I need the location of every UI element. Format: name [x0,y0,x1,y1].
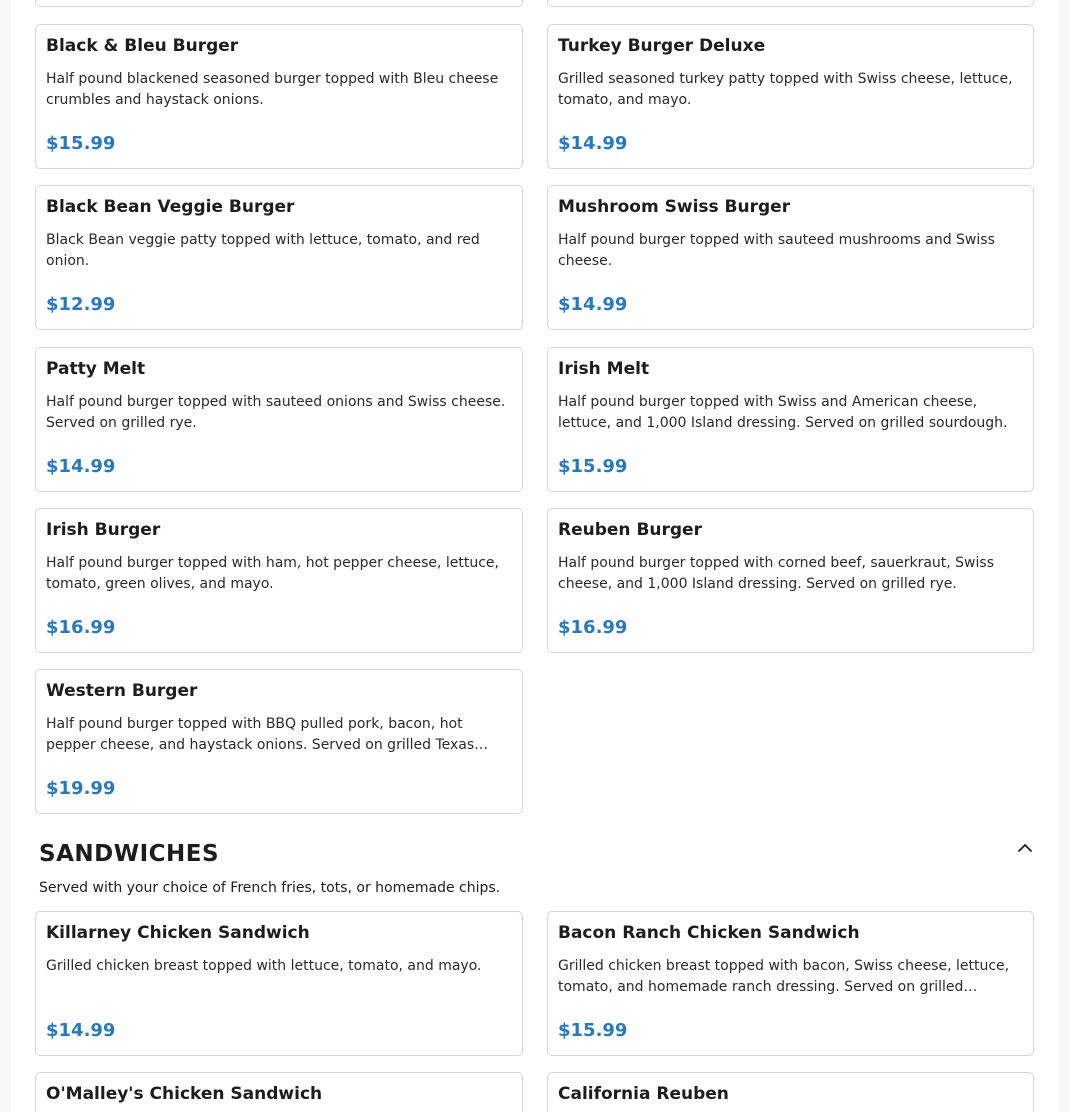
menu-item-name: Bacon Ranch Chicken Sandwich [558,923,860,943]
menu-item-description: Half pound burger topped with Swiss and American cheese, lettuce, and 1,000 Island dressing. Served on grilled sourdough. [558,394,1008,431]
menu-item-card[interactable] [547,0,1034,7]
menu-item-card[interactable] [35,508,523,653]
menu-item-name: Irish Burger [46,520,161,540]
menu-item-name: Black & Bleu Burger [46,36,239,56]
menu-item-name: Turkey Burger Deluxe [558,36,766,56]
menu-item-card[interactable] [35,185,523,330]
menu-item-name: Western Burger [46,681,198,701]
menu-item-card[interactable] [547,911,1034,1056]
menu-item-description: Half pound burger topped with ham, hot pepper cheese, lettuce, tomato, green olives, and mayo. [46,555,499,592]
menu-item-name: Irish Melt [558,359,650,379]
menu-item-card[interactable] [547,1072,1034,1112]
section-collapse-button[interactable] [1013,836,1037,860]
menu-item-description: Half pound burger topped with BBQ pulled pork, bacon, hot pepper cheese, and haystack onions. Served on grilled Texas… [46,716,489,753]
menu-item-name: Reuben Burger [558,520,702,540]
menu-item-price: $12.99 [46,294,116,315]
menu-page [11,0,1059,1112]
menu-item-price: $15.99 [46,133,116,154]
menu-item-price: $15.99 [558,1020,628,1041]
menu-item-name: California Reuben [558,1084,729,1104]
menu-item-card[interactable] [547,185,1034,330]
menu-item-description: Grilled chicken breast topped with bacon, Swiss cheese, lettuce, tomato, and homemade ranch dressing. Served on grilled… [558,958,1010,995]
menu-item-name: O'Malley's Chicken Sandwich [46,1084,323,1104]
menu-item-card[interactable] [35,911,523,1056]
menu-item-price: $14.99 [46,1020,116,1041]
menu-item-name: Killarney Chicken Sandwich [46,923,310,943]
menu-item-description: Half pound blackened seasoned burger topped with Bleu cheese crumbles and haystack onions. [46,71,499,108]
menu-item-price: $15.99 [558,456,628,477]
menu-item-name: Mushroom Swiss Burger [558,197,791,217]
section-subtitle: Served with your choice of French fries, tots, or homemade chips. [39,880,501,896]
menu-item-price: $16.99 [46,617,116,638]
menu-item-description: Grilled chicken breast topped with lettuce, tomato, and mayo. [46,958,482,974]
menu-item-card[interactable] [35,0,523,7]
section-title: SANDWICHES [39,841,220,867]
menu-item-name: Black Bean Veggie Burger [46,197,295,217]
menu-item-price: $16.99 [558,617,628,638]
menu-item-description: Grilled seasoned turkey patty topped with Swiss cheese, lettuce, tomato, and mayo. [558,71,1013,108]
menu-item-price: $14.99 [558,133,628,154]
menu-item-description: Half pound burger topped with sauteed onions and Swiss cheese. Served on grilled rye. [46,394,506,431]
menu-item-card[interactable] [35,347,523,492]
menu-item-card[interactable] [547,24,1034,169]
menu-item-price: $14.99 [558,294,628,315]
menu-item-card[interactable] [35,24,523,169]
menu-item-price: $14.99 [46,456,116,477]
menu-item-card[interactable] [547,347,1034,492]
menu-item-card[interactable] [35,1072,523,1112]
menu-item-name: Patty Melt [46,359,146,379]
menu-item-description: Half pound burger topped with sauteed mushrooms and Swiss cheese. [558,232,995,269]
chevron-up-icon [1017,840,1033,856]
menu-item-description: Half pound burger topped with corned beef, sauerkraut, Swiss cheese, and 1,000 Island dressing. Served on grilled rye. [558,555,994,592]
menu-item-description: Black Bean veggie patty topped with lettuce, tomato, and red onion. [46,232,480,269]
menu-item-price: $19.99 [46,778,116,799]
menu-item-card[interactable] [547,508,1034,653]
menu-item-card[interactable] [35,669,523,814]
